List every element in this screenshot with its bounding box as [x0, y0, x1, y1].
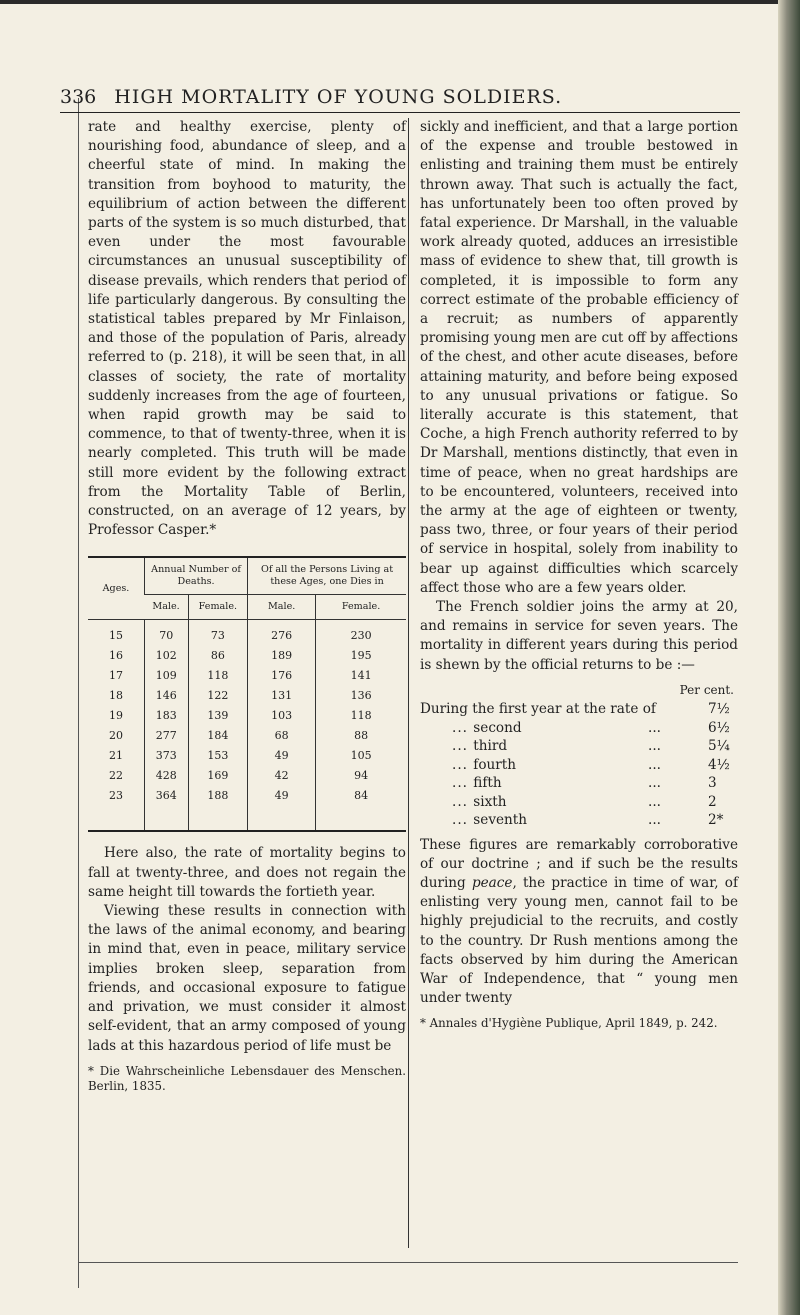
- right-column: [420, 118, 738, 1031]
- rate-row: ... fifth ... 3: [420, 774, 738, 793]
- age-cell: 21: [109, 749, 123, 763]
- emphasis-peace: peace: [471, 875, 513, 891]
- one-in-male-cell: 42: [248, 766, 316, 786]
- age-cell: 16: [109, 649, 123, 663]
- one-in-female-cell: 88: [316, 726, 406, 746]
- col-header-living-male: Male.: [248, 595, 316, 620]
- col-header-deaths-male: Male.: [145, 595, 189, 620]
- deaths-female-cell: 153: [188, 746, 248, 766]
- top-rule: [0, 0, 790, 4]
- right-paragraph-1: sickly and inefficient, and that a large portion of the expense and trouble bestowed in enlisting and training them must be entirely thrown away. That such is actually the fact, has unfortunately been too often proved by fatal experience. Dr Marshall, in the valuable work already quoted, adduces an irresistible mass of evidence to shew that, till growth is completed, it is impossible to form any correct estimate of the probable efficiency of a recruit; as numbers of apparently promising young men are cut off by affections of the chest, and other acute diseases, before attaining maturity, and before being exposed to any unusual privations or fatigue. So literally accurate is this statement, that Coche, a high French authority referred to by Dr Marshall, mentions distinctly, that even in time of peace, when no great hardships are to be encountered, volunteers, received into the army at the age of eighteen or twenty, pass two, three, or four years of their period of service in hospital, solely from inability to bear up against difficulties which scarcely affect those who are a few years older.: [420, 119, 738, 596]
- bottom-frame-line: [78, 1262, 738, 1263]
- one-in-female-cell: 118: [316, 706, 406, 726]
- rate-value: 4½: [708, 756, 730, 773]
- right-paragraph-3: These figures are remarkably corroborative of our doctrine ; and if such be the results during peace, the practice in time of war, of enlisting very young men, cannot fail to be highly prejudicial to the recruits, and costly to the country. Dr Rush mentions among the facts observed by him during the American War of Independence, that “ young men under twenty: [420, 836, 738, 1007]
- one-in-male-cell: 276: [248, 620, 316, 647]
- age-cell: 17: [109, 669, 123, 683]
- rate-label: ... second: [420, 719, 648, 738]
- rate-value: 5¼: [708, 738, 730, 755]
- deaths-male-cell: 183: [145, 706, 189, 726]
- column-divider: [408, 118, 409, 1248]
- mortality-rate-list: [420, 681, 738, 830]
- deaths-female-cell: 86: [188, 646, 248, 666]
- table-row: [88, 666, 406, 686]
- rates-header: Per cent.: [679, 682, 734, 697]
- col-header-ages: Ages.: [88, 557, 145, 620]
- age-cell: 20: [109, 729, 123, 743]
- left-column: [88, 118, 406, 1094]
- one-in-male-cell: 103: [248, 706, 316, 726]
- one-in-male-cell: 131: [248, 686, 316, 706]
- one-in-male-cell: 189: [248, 646, 316, 666]
- rate-value: 2*: [708, 812, 724, 829]
- deaths-female-cell: 122: [188, 686, 248, 706]
- age-cell: 18: [109, 689, 123, 703]
- rate-row: ... fourth ... 4½: [420, 756, 738, 775]
- one-in-male-cell: 68: [248, 726, 316, 746]
- deaths-female-cell: 188: [188, 786, 248, 831]
- table-row: [88, 620, 406, 647]
- deaths-male-cell: 146: [145, 686, 189, 706]
- table-row: [88, 726, 406, 746]
- col-header-deaths-female: Female.: [188, 595, 248, 620]
- deaths-male-cell: 102: [145, 646, 189, 666]
- one-in-female-cell: 94: [316, 766, 406, 786]
- left-paragraph-1: rate and healthy exercise, plenty of nourishing food, abundance of sleep, and a cheerful state of mind. In making the transition from boyhood to maturity, the equilibrium of action between the different parts of the system is so much disturbed, that even under the most favourable circumstances an unusual susceptibility of disease prevails, which renders that period of life particularly dangerous. By consulting the statistical tables prepared by Mr Finlaison, and those of the population of Paris, already referred to (p. 218), it will be seen that, in all classes of society, the rate of mortality suddenly increases from the age of fourteen, when rapid growth may be said to commence, to that of twenty-three, when it is nearly completed. This truth will be made still more evident by the following extract from the Mortality Table of Berlin, constructed, on an average of 12 years, by Professor Casper.*: [88, 119, 406, 539]
- one-in-female-cell: 136: [316, 686, 406, 706]
- table-row: [88, 746, 406, 766]
- col-header-deaths: Annual Number of Deaths.: [145, 557, 248, 595]
- age-cell: 22: [109, 769, 123, 783]
- deaths-female-cell: 118: [188, 666, 248, 686]
- rate-row: ... sixth ... 2: [420, 793, 738, 812]
- right-paragraph-2: The French soldier joins the army at 20, and remains in service for seven years. The mortality in different years during this period is shewn by the official returns to be :—: [420, 599, 738, 673]
- table-row: [88, 646, 406, 666]
- rate-value: 2: [708, 793, 717, 810]
- rate-label: ... fourth: [420, 756, 648, 775]
- right-footnote: * Annales d'Hygiène Publique, April 1849, p. 242.: [420, 1016, 718, 1031]
- deaths-male-cell: 277: [145, 726, 189, 746]
- deaths-female-cell: 139: [188, 706, 248, 726]
- left-footnote: * Die Wahrscheinliche Lebensdauer des Menschen. Berlin, 1835.: [88, 1063, 406, 1093]
- deaths-male-cell: 373: [145, 746, 189, 766]
- deaths-female-cell: 73: [188, 620, 248, 647]
- rate-label: ... fifth: [420, 774, 648, 793]
- one-in-male-cell: 176: [248, 666, 316, 686]
- rate-label: ... sixth: [420, 793, 648, 812]
- berlin-mortality-table: [88, 556, 406, 832]
- age-cell: 23: [109, 789, 123, 803]
- page-header: [60, 78, 740, 113]
- deaths-female-cell: 184: [188, 726, 248, 746]
- table-row: [88, 766, 406, 786]
- table-row: [88, 706, 406, 726]
- rate-row: ... second ... 6½: [420, 719, 738, 738]
- rate-value: 6½: [708, 719, 730, 736]
- left-paragraph-2: Here also, the rate of mortality begins to fall at twenty-three, and does not regain the same height till towards the fortieth year.: [88, 845, 406, 900]
- deaths-male-cell: 428: [145, 766, 189, 786]
- deaths-female-cell: 169: [188, 766, 248, 786]
- one-in-female-cell: 195: [316, 646, 406, 666]
- one-in-female-cell: 84: [316, 786, 406, 831]
- deaths-male-cell: 364: [145, 786, 189, 831]
- col-header-living-female: Female.: [316, 595, 406, 620]
- one-in-male-cell: 49: [248, 746, 316, 766]
- col-header-living: Of all the Persons Living at these Ages, one Dies in: [248, 557, 406, 595]
- one-in-female-cell: 105: [316, 746, 406, 766]
- rate-row: ... third ... 5¼: [420, 737, 738, 756]
- left-frame-line: [78, 98, 79, 1288]
- one-in-female-cell: 141: [316, 666, 406, 686]
- running-head: HIGH MORTALITY OF YOUNG SOLDIERS.: [114, 86, 563, 108]
- rate-label: ... seventh: [420, 811, 648, 830]
- table-row: [88, 686, 406, 706]
- rate-row: ... seventh ... 2*: [420, 811, 738, 830]
- rate-label: ... third: [420, 737, 648, 756]
- rate-value: 7½: [708, 701, 730, 718]
- rate-row-first: [420, 700, 738, 719]
- age-cell: 19: [109, 709, 123, 723]
- rates-intro: During the first year at the rate of: [420, 701, 656, 718]
- deaths-male-cell: 109: [145, 666, 189, 686]
- one-in-female-cell: 230: [316, 620, 406, 647]
- page-number: 336: [60, 86, 97, 108]
- one-in-male-cell: 49: [248, 786, 316, 831]
- age-cell: 15: [109, 629, 123, 643]
- deaths-male-cell: 70: [145, 620, 189, 647]
- rate-value: 3: [708, 775, 717, 792]
- book-edge: [778, 0, 800, 1315]
- left-paragraph-3: Viewing these results in connection with the laws of the animal economy, and bearing in mind that, even in peace, military service implies broken sleep, separation from friends, and occasional exposure to fatigue and privation, we must consider it almost self-evident, that an army composed of young lads at this hazardous period of life must be: [88, 903, 406, 1054]
- table-row: [88, 786, 406, 831]
